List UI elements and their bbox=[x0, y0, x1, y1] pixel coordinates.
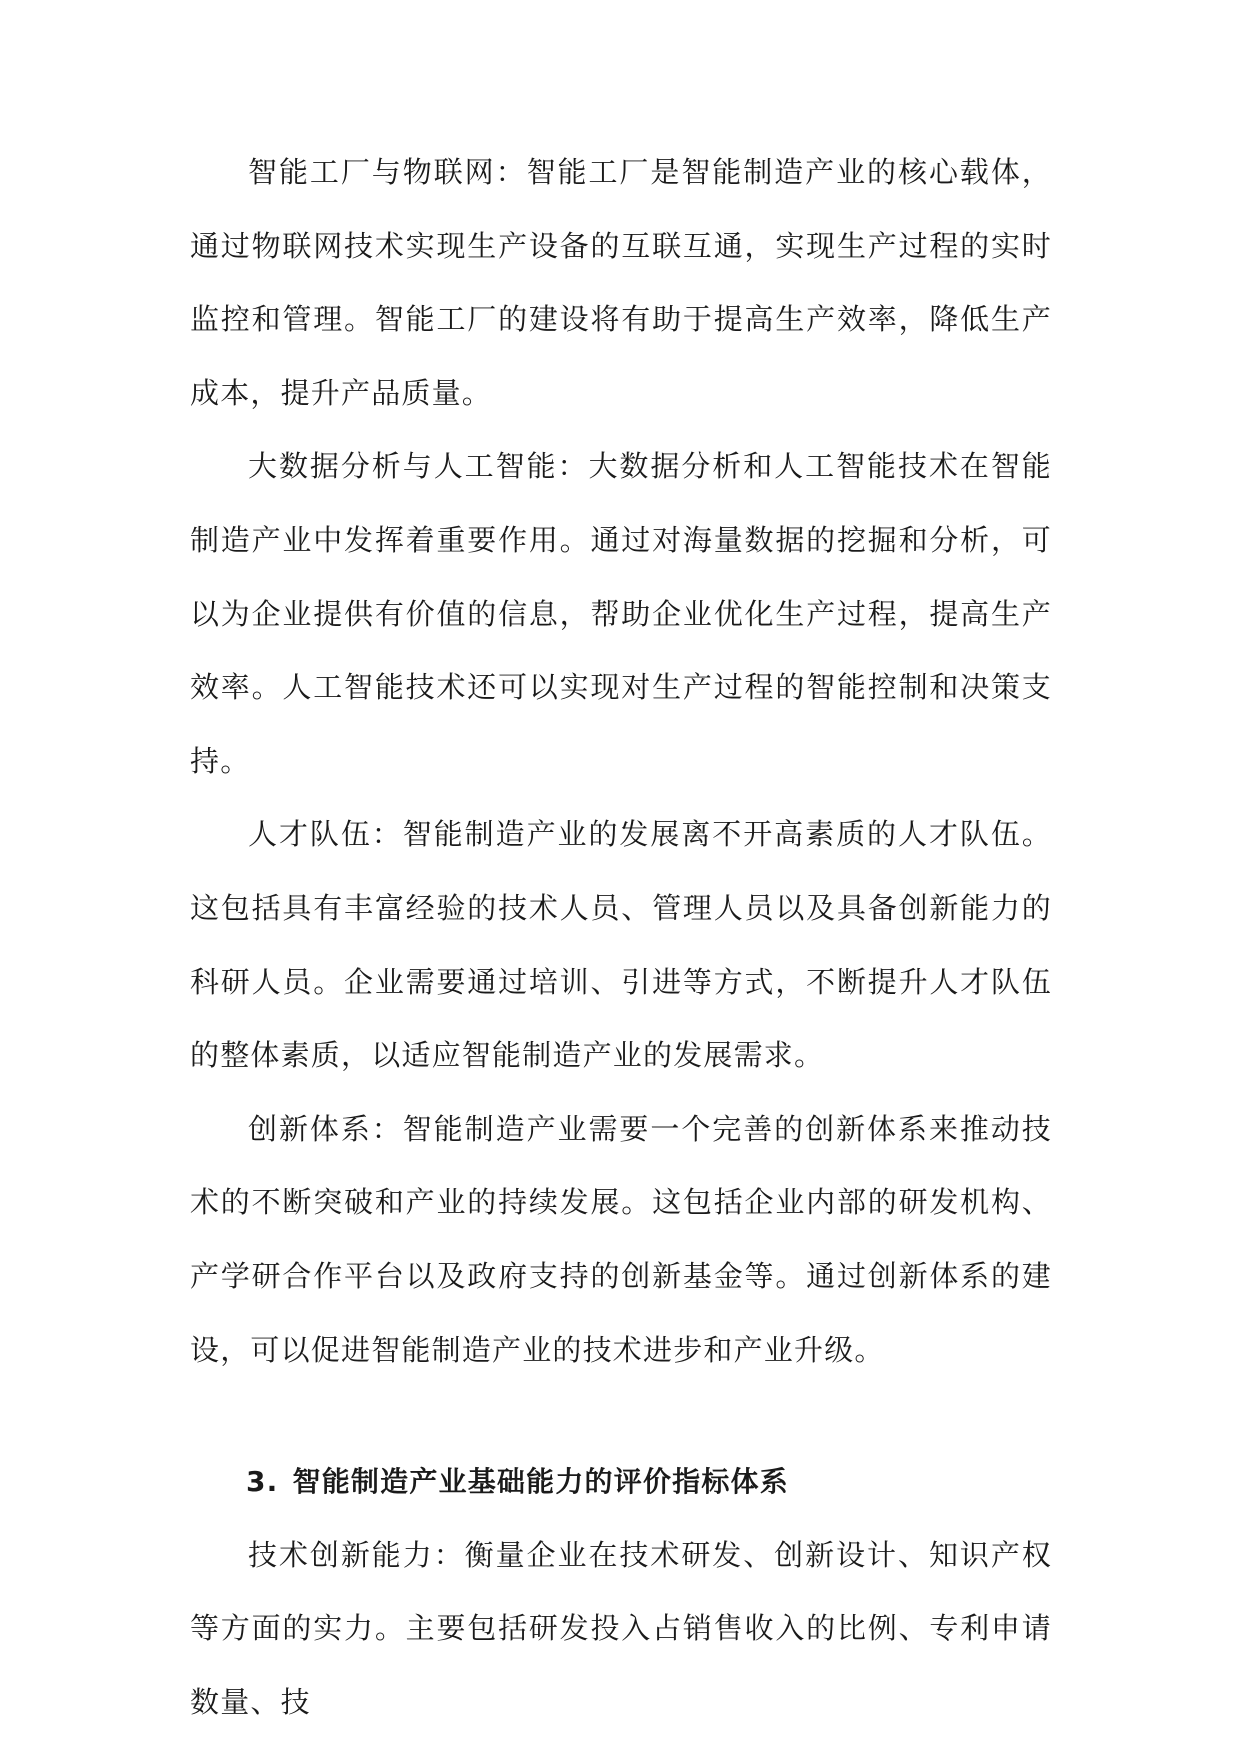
section-title: 智能制造产业基础能力的评价指标体系 bbox=[292, 1465, 789, 1499]
paragraph-innovation-system: 创新体系：智能制造产业需要一个完善的创新体系来推动技术的不断突破和产业的持续发展。这包括企业内部的研发机构、产学研合作平台以及政府支持的创新基金等。通过创新体系的建设，可以促进智能制造产业的技术进步和产业升级。 bbox=[190, 1111, 1052, 1367]
document-body bbox=[190, 136, 1052, 1739]
section-heading bbox=[190, 1445, 1052, 1519]
section-number: 3. bbox=[246, 1465, 279, 1499]
paragraph-tech-innovation: 技术创新能力：衡量企业在技术研发、创新设计、知识产权等方面的实力。主要包括研发投入占销售收入的比例、专利申请数量、技 bbox=[190, 1537, 1052, 1719]
paragraph-talent: 人才队伍：智能制造产业的发展离不开高素质的人才队伍。这包括具有丰富经验的技术人员、管理人员以及具备创新能力的科研人员。企业需要通过培训、引进等方式，不断提升人才队伍的整体素质，以适应智能制造产业的发展需求。 bbox=[190, 817, 1052, 1073]
paragraph-smart-factory: 智能工厂与物联网：智能工厂是智能制造产业的核心载体，通过物联网技术实现生产设备的互联互通，实现生产过程的实时监控和管理。智能工厂的建设将有助于提高生产效率，降低生产成本，提升产品质量。 bbox=[190, 155, 1052, 410]
paragraph-big-data-ai: 大数据分析与人工智能：大数据分析和人工智能技术在智能制造产业中发挥着重要作用。通过对海量数据的挖掘和分析，可以为企业提供有价值的信息，帮助企业优化生产过程，提高生产效率。人工智能技术还可以实现对生产过程的智能控制和决策支持。 bbox=[190, 449, 1052, 778]
